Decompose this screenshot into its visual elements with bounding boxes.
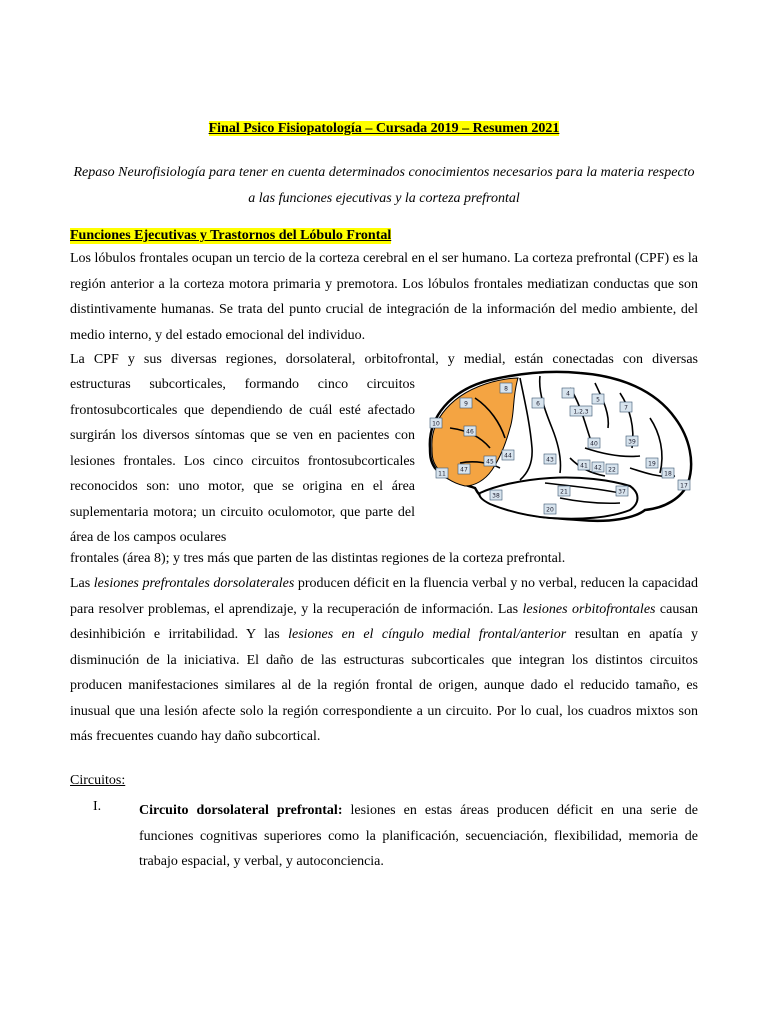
area-label	[592, 394, 604, 404]
svg-text:42: 42	[594, 464, 602, 472]
area-label	[606, 464, 618, 474]
area-label	[544, 504, 556, 514]
area-label	[646, 458, 658, 468]
area-label	[592, 462, 604, 472]
area-label	[460, 398, 472, 408]
area-label	[616, 486, 628, 496]
area-label	[502, 450, 514, 460]
document-subtitle: Repaso Neurofisiología para tener en cuenta determinados conocimientos necesarios para la materia respecto a las funciones ejecutivas y la corteza prefrontal	[73, 165, 695, 206]
area-label	[436, 468, 448, 478]
area-label	[588, 438, 600, 448]
area-label	[464, 426, 476, 436]
paragraph-2-wrapped: estructuras subcorticales, formando cinco circuitos frontosubcorticales que dependiendo de cuál esté afectado surgirán los diversos síntomas que se ven en pacientes con lesiones frontales. Los cinco circuitos frontosubcorticales reconocidos son: uno motor, que se origina en el área suplementaria motora; un circuito oculomotor, que parte del área de los campos oculares	[70, 377, 415, 545]
list-item-text: Circuito dorsolateral prefrontal: lesiones en estas áreas producen déficit en una serie de funciones cognitivas superiores como la planificación, secuenciación, flexibilidad, memoria de trabajo espacial, y verbal, y autoconciencia.	[139, 803, 698, 869]
emphasis-dorsolateral: lesiones prefrontales dorsolaterales	[93, 576, 295, 591]
svg-text:10: 10	[432, 420, 440, 428]
svg-text:47: 47	[460, 466, 468, 474]
area-label	[662, 468, 674, 478]
svg-text:44: 44	[504, 452, 512, 460]
svg-text:46: 46	[466, 428, 474, 436]
svg-text:4: 4	[566, 390, 570, 398]
svg-text:8: 8	[504, 385, 508, 393]
area-label	[532, 398, 544, 408]
emphasis-orbitofrontal: lesiones orbitofrontales	[522, 601, 656, 617]
svg-text:11: 11	[438, 470, 446, 478]
svg-text:5: 5	[596, 396, 600, 404]
svg-text:18: 18	[664, 470, 672, 478]
area-label	[626, 436, 638, 446]
circuitos-label: Circuitos:	[70, 773, 126, 788]
svg-text:6: 6	[536, 400, 540, 408]
paragraph-3: Las lesiones prefrontales dorsolaterales producen déficit en la fluencia verbal y no verbal, reducen la capacidad para resolver problemas, el aprendizaje, y la recuperación de información. Las lesiones orbitofrontales causan desinhibición e irritabilidad. Y las lesiones en el cíngulo medial frontal/anterior resultan en apatía y disminución de la iniciativa. El daño de las estructuras subcorticales que integran los distintos circuitos producen manifestaciones similares al de la región frontal de origen, aunque dado el reducido tamaño, es inusual que una lesión afecte solo la región correspondiente a un circuito. Por lo cual, los cuadros mixtos son más frecuentes cuando hay daño subcortical.	[70, 576, 699, 744]
area-label	[458, 464, 470, 474]
list-item-number: I.	[93, 799, 102, 814]
area-label	[578, 460, 590, 470]
area-label	[544, 454, 556, 464]
area-label	[620, 402, 632, 412]
svg-text:1,2,3: 1,2,3	[573, 408, 589, 416]
paragraph-2-first-line: La CPF y sus diversas regiones, dorsolateral, orbitofrontal, y medial, están conectadas con diversas	[70, 352, 698, 367]
svg-text:20: 20	[546, 506, 554, 514]
svg-text:45: 45	[486, 458, 494, 466]
area-label	[678, 480, 690, 490]
svg-text:39: 39	[628, 438, 636, 446]
area-label	[500, 383, 512, 393]
svg-text:40: 40	[590, 440, 598, 448]
svg-text:43: 43	[546, 456, 554, 464]
brain-diagram	[420, 368, 700, 528]
area-label	[484, 456, 496, 466]
section-heading: Funciones Ejecutivas y Trastornos del Lóbulo Frontal	[70, 228, 392, 243]
svg-text:37: 37	[618, 488, 626, 496]
svg-text:19: 19	[648, 460, 656, 468]
svg-text:38: 38	[492, 492, 500, 500]
document-title: Final Psico Fisiopatología – Cursada 2019 – Resumen 2021	[208, 121, 560, 136]
svg-text:41: 41	[580, 462, 588, 470]
list-item-bold: Circuito dorsolateral prefrontal:	[139, 803, 343, 818]
area-label	[558, 486, 570, 496]
paragraph-1: Los lóbulos frontales ocupan un tercio de la corteza cerebral en el ser humano. La corteza prefrontal (CPF) es la región anterior a la corteza motora primaria y premotora. Los lóbulos frontales mediatizan conductas que son distintivamente humanas. Se trata del punto crucial de integración de la información del medio ambiente, del medio interno, y del estado emocional del individuo.	[70, 251, 698, 343]
emphasis-cingulo: lesiones en el cíngulo medial frontal/anterior	[288, 627, 567, 642]
area-label	[490, 490, 502, 500]
area-label	[570, 406, 592, 416]
svg-text:22: 22	[608, 466, 616, 474]
svg-text:7: 7	[624, 404, 628, 412]
svg-text:9: 9	[464, 400, 468, 408]
paragraph-2-last-line: frontales (área 8); y tres más que parten de las distintas regiones de la corteza prefrontal.	[70, 551, 566, 566]
area-label	[430, 418, 442, 428]
svg-text:17: 17	[680, 482, 688, 490]
area-label	[562, 388, 574, 398]
svg-text:21: 21	[560, 488, 568, 496]
